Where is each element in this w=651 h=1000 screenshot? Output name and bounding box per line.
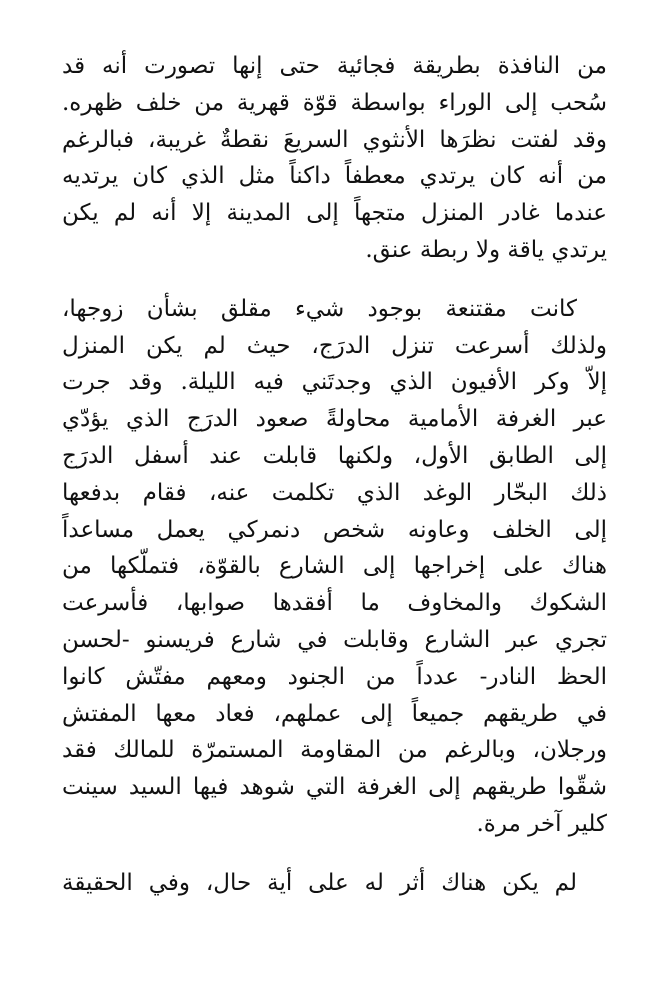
text-line: إلى الطابق الأول، ولكنها قابلت عند أسفل الدرَج [62,442,607,469]
text-line: تجري عبر الشارع وقابلت في شارع فريسنو -لحسن [62,626,607,653]
text-line: يرتدي ياقة ولا ربطة عنق. [365,236,607,263]
text-line: عبر الغرفة الأمامية محاولةً صعود الدرَج الذي يؤدّي [62,406,607,433]
text-line: من النافذة بطريقة فجائية حتى إنها تصورت أنه قد [62,53,607,79]
document-page [62,48,607,902]
text-line: هناك على إخراجها إلى الشارع بالقوّة، فتملّكها من [62,553,607,580]
text-line: ولذلك أسرعت تنزل الدرَج، حيث لم يكن المنزل [62,332,607,359]
text-line: شقّوا طريقهم إلى الغرفة التي شوهد فيها السيد سينت [62,774,607,801]
text-line: ورجلان، وبالرغم من المقاومة المستمرّة للمالك فقد [62,737,607,764]
text-line: كلير آخر مرة. [476,810,607,837]
text-line: لم يكن هناك أثر له على أية حال، وفي الحقيقة [62,869,577,896]
text-line: ذلك البحّار الوغد الذي تكلمت عنه، فقام بدفعها [62,479,607,506]
text-line: في طريقهم جميعاً إلى عملهم، فعاد معها المفتش [62,700,607,727]
text-line: الحظ النادر- عدداً من الجنود ومعهم مفتّش كانوا [62,663,607,690]
text-line: الشكوك والمخاوف ما أفقدها صوابها، فأسرعت [62,590,607,617]
text-line: إلاّ وكر الأفيون الذي وجدتَني فيه الليلة. وقد جرت [62,369,607,396]
paragraph-2 [62,291,607,843]
text-line: إلى الخلف وعاونه شخص دنمركي يعمل مساعداً [62,516,607,543]
paragraph-3 [62,865,607,902]
text-line: من أنه كان يرتدي معطفاً داكناً مثل الذي كان يرتديه [62,163,607,190]
text-line: عندما غادر المنزل متجهاً إلى المدينة إلا أنه لم يكن [62,200,607,227]
text-line: كانت مقتنعة بوجود شيء مقلق بشأن زوجها، [62,295,577,322]
paragraph-1 [62,48,607,269]
text-line: وقد لفتت نظرَها الأنثوي السريعَ نقطةٌ غريبة، فبالرغم [62,126,607,153]
text-line: سُحب إلى الوراء بواسطة قوّة قهرية من خلف ظهره. [62,89,607,116]
